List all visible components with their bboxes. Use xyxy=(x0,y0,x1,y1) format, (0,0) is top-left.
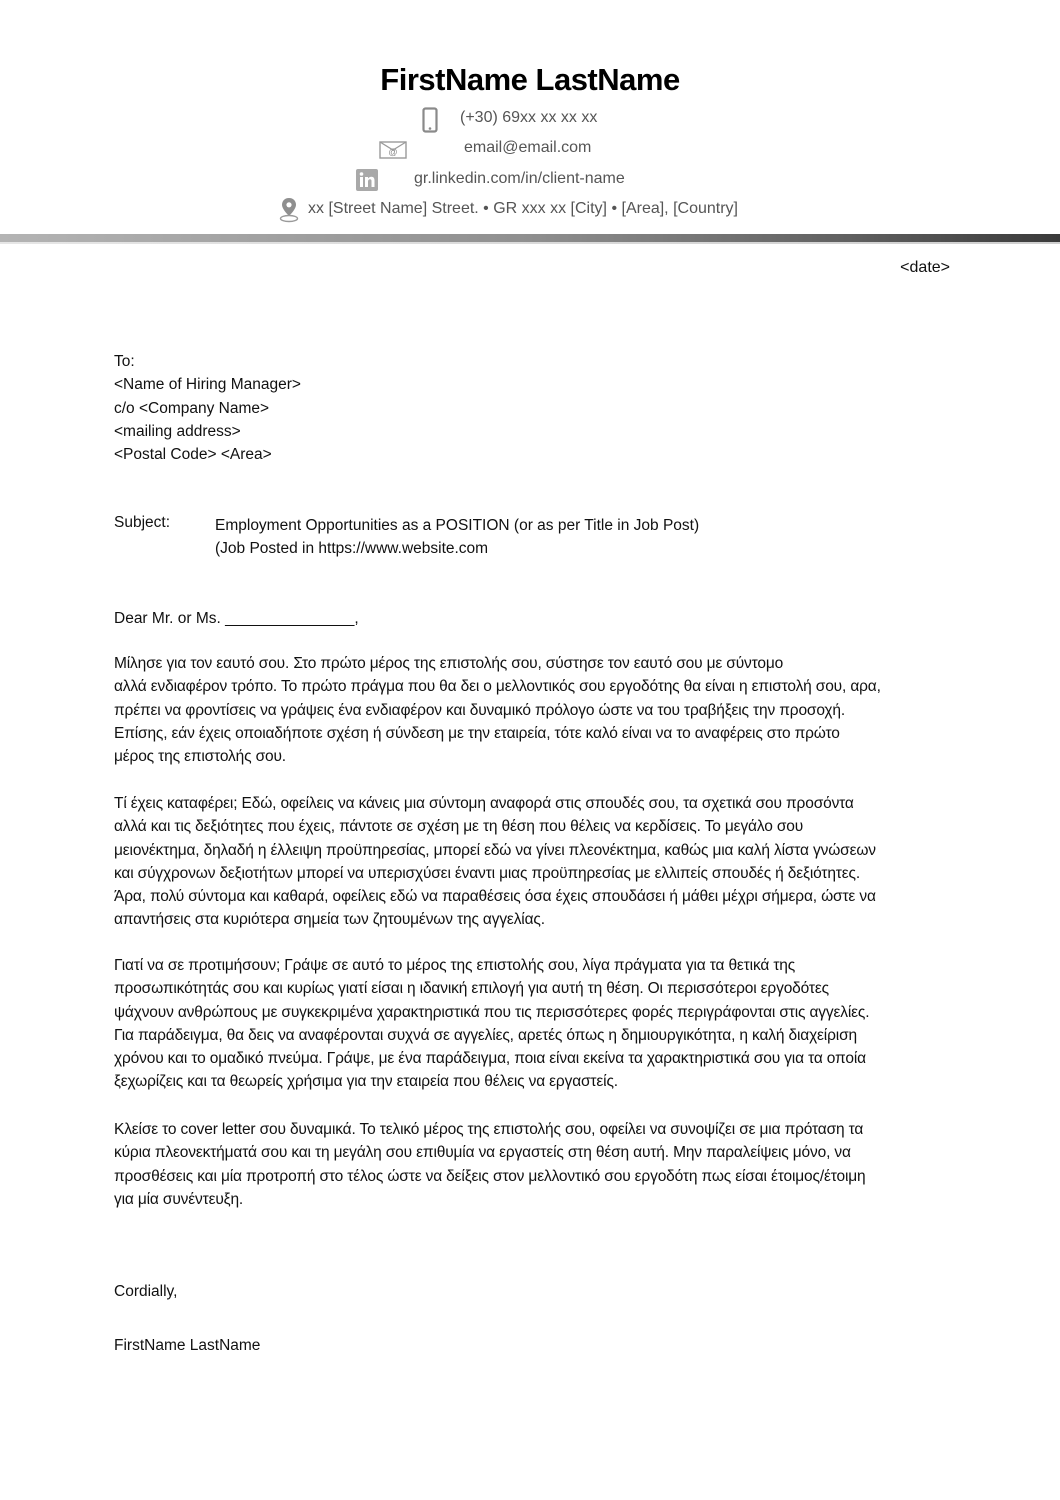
paragraph-line: Κλείσε το cover letter σου δυναμικά. Το τελικό μέρος της επιστολής σου, οφείλει να συνοψίζει σε μια πρόταση τα xyxy=(114,1121,864,1138)
recipient-line: To: xyxy=(114,353,135,370)
paragraph-line: Για παράδειγμα, θα δεις να αναφέρονται συχνά σε αγγελίες, αρετές όπως η δημιουργικότητα, η καλή διαχείριση xyxy=(114,1026,857,1044)
paragraph-line: Επίσης, εάν έχεις οποιαδήποτε σχέση ή σύνδεση με την εταιρεία, τότε καλό είναι να το αναφέρεις στο πρώτο xyxy=(114,724,840,742)
envelope-at-icon xyxy=(379,141,407,164)
body-paragraph-achievements xyxy=(114,792,964,932)
paragraph-line: μειονέκτημα, δηλαδή η έλλειψη προϋπηρεσίας, μπορεί εδώ να γίνει πλεονέκτημα, καθώς μια καλή λίστα γνώσεων xyxy=(114,841,876,859)
subject-text xyxy=(215,514,699,561)
body-paragraph-closing xyxy=(114,1118,964,1211)
paragraph-line: για μία συνέντευξη. xyxy=(114,1190,244,1208)
paragraph-line: Τί έχεις καταφέρει; Εδώ, οφείλεις να κάνεις μια σύντομη αναφορά στις σπουδές σου, τα σχετικά σου προσόντα xyxy=(114,795,854,812)
paragraph-line: κύρια πλεονεκτήματά σου και τη μεγάλη σου επιθυμία να εργαστείς στη θέση αυτή. Μην παραλείψεις μόνο, να xyxy=(114,1144,851,1162)
paragraph-line: μέρος της επιστολής σου. xyxy=(114,748,286,766)
postal-address: xx [Street Name] Street. • GR xxx xx [City] • [Area], [Country] xyxy=(308,200,738,217)
signature: FirstName LastName xyxy=(114,1337,261,1354)
body-paragraph-why-you xyxy=(114,954,964,1094)
paragraph-line: αλλά ενδιαφέρον τρόπο. Το πρώτο πράγμα που θα δει ο μελλοντικός σου εργοδότης θα είναι η επιστολή σου, αρα, xyxy=(114,678,881,696)
recipient-block xyxy=(114,350,301,466)
paragraph-line: πρέπει να φροντίσεις να γράψεις ένα ενδιαφέρον και δυναμικό πρόλογο ώστε να του τραβήξεις την προσοχή. xyxy=(114,701,845,719)
salutation: Dear Mr. or Ms. _______________, xyxy=(114,610,359,627)
applicant-name: FirstName LastName xyxy=(380,62,680,97)
recipient-line: c/o <Company Name> xyxy=(114,399,270,417)
email-address: email@email.com xyxy=(464,139,592,156)
paragraph-line: ψάχνουν ανθρώπους με συγκεκριμένα χαρακτηριστικά που τις περισσότερες φορές περιγράφονται στις αγγελίες. xyxy=(114,1003,870,1021)
header-divider-shadow xyxy=(0,242,1060,244)
subject-line: Employment Opportunities as a POSITION (or as per Title in Job Post) xyxy=(215,517,700,534)
paragraph-line: Γιατί να σε προτιμήσουν; Γράψε σε αυτό το μέρος της επιστολής σου, λίγα πράγματα για τα θετικά της xyxy=(114,957,796,974)
header-divider xyxy=(0,234,1060,242)
svg-text:@: @ xyxy=(388,147,398,157)
subject-label: Subject: xyxy=(114,514,171,531)
recipient-line: <Name of Hiring Manager> xyxy=(114,376,301,394)
paragraph-line: αλλά και τις δεξιότητες που έχεις, πάντοτε σε σχέση με τη θέση που θέλεις να κερδίσεις. Το μεγάλο σου xyxy=(114,818,804,836)
paragraph-line: ξεχωρίζεις και τα θεωρείς χρήσιμα για την εταιρεία που θέλεις να εργαστείς. xyxy=(114,1073,618,1091)
closing: Cordially, xyxy=(114,1283,178,1300)
paragraph-line: προσθέσεις και μία προτροπή στο τέλος ώστε να δείξεις στον μελλοντικό σου εργοδότη πως είσαι έτοιμος/έτοιμη xyxy=(114,1167,866,1185)
mobile-phone-icon xyxy=(422,107,438,138)
phone-number: (+30) 69xx xx xx xx xyxy=(460,109,598,126)
linkedin-url[interactable]: gr.linkedin.com/in/client-name xyxy=(414,170,625,187)
recipient-line: <Postal Code> <Area> xyxy=(114,446,272,464)
paragraph-line: απαντήσεις στα κυριότερα σημεία των ζητουμένων της αγγελίας. xyxy=(114,911,545,929)
paragraph-line: και σύγχρονων δεξιοτήτων μπορεί να υπερισχύσει έναντι μιας προϋπηρεσίας με ελλιπείς σπουδές ή δεξιότητες. xyxy=(114,864,861,882)
paragraph-line: Μίλησε για τον εαυτό σου. Στο πρώτο μέρος της επιστολής σου, σύστησε τον εαυτό σου με σύντομο xyxy=(114,655,784,672)
recipient-line: <mailing address> xyxy=(114,422,241,440)
body-paragraph-intro xyxy=(114,652,964,768)
location-pin-icon xyxy=(279,197,299,228)
subject-line: (Job Posted in https://www.website.com xyxy=(215,540,489,558)
paragraph-line: Άρα, πολύ σύντομα και καθαρά, οφείλεις εδώ να παραθέσεις όσα έχεις σπουδάσει ή μάθει μέχρι σήμερα, ώστε να xyxy=(114,888,876,906)
linkedin-icon xyxy=(356,169,378,196)
letter-date: <date> xyxy=(900,259,950,276)
paragraph-line: χρόνου και το ομαδικό πνεύμα. Γράψε, με ένα παράδειγμα, ποια είναι εκείνα τα χαρακτηριστικά σου για τα οποία xyxy=(114,1050,866,1068)
paragraph-line: προσωπικότητάς σου και κυρίως γιατί είσαι η ιδανική επιλογή για αυτή τη θέση. Οι περισσότεροι εργοδότες xyxy=(114,980,829,998)
